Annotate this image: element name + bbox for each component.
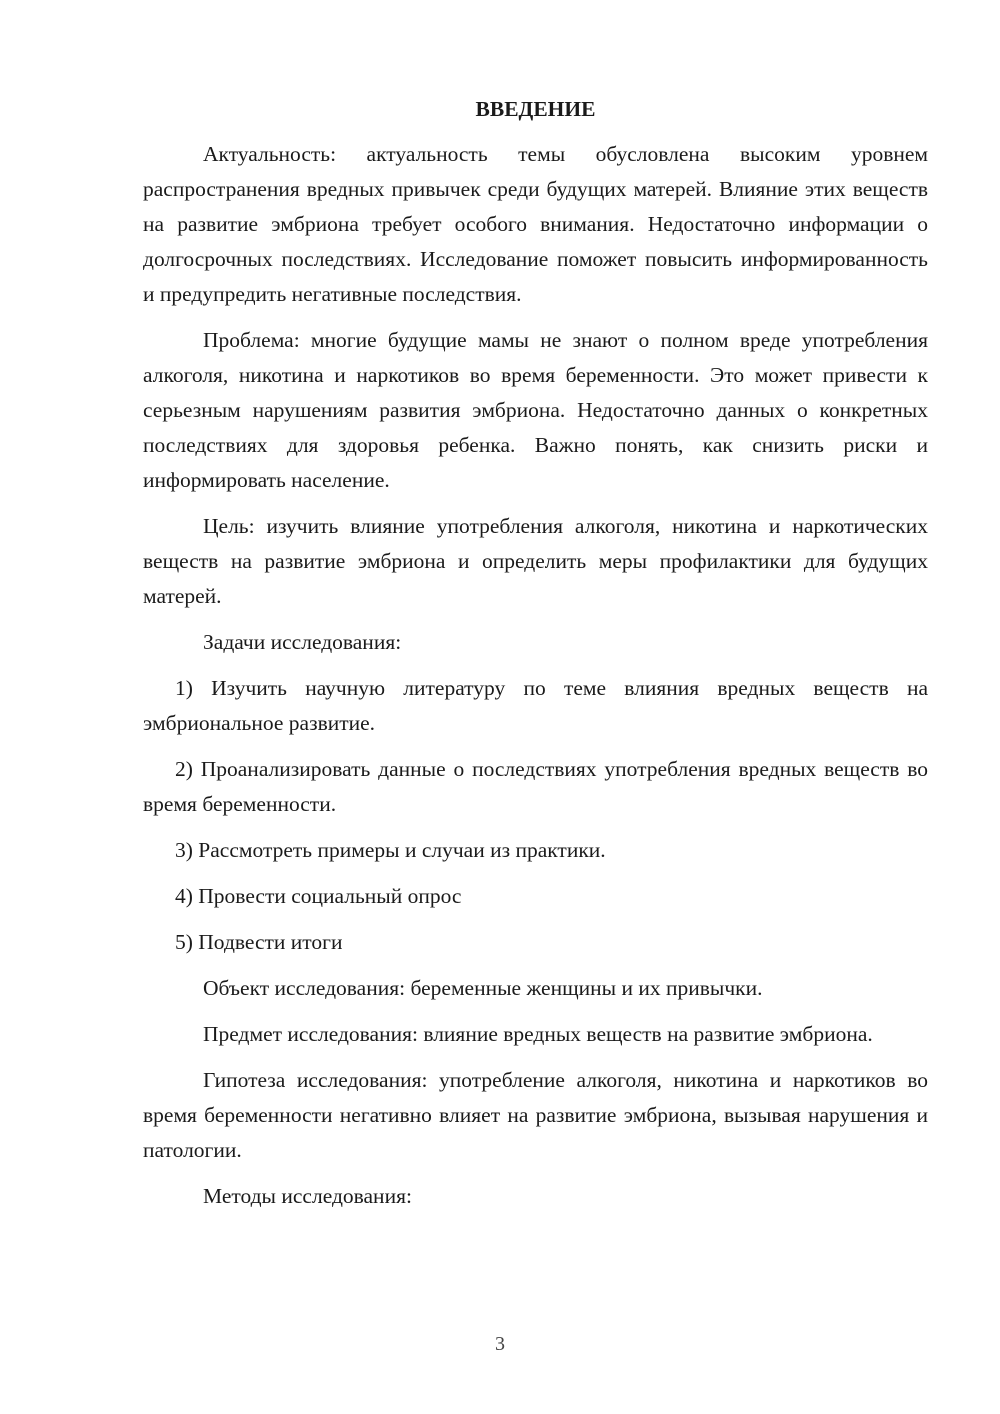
problem-paragraph: Проблема: многие будущие мамы не знают о полном вреде употребления алкоголя, никотина и наркотиков во время беременности. Это может привести к серьезным нарушениям развития эмбриона. Недостаточно данных о конкретных последствиях для здоровья ребенка. Важно понять, как снизить риски и информировать население. <box>143 328 928 492</box>
page-number: 3 <box>495 1333 505 1355</box>
section-title: ВВЕДЕНИЕ <box>475 97 596 121</box>
document-body <box>143 92 928 1225</box>
methods-heading: Методы исследования: <box>203 1184 412 1208</box>
hypothesis-paragraph: Гипотеза исследования: употребление алкоголя, никотина и наркотиков во время беременности негативно влияет на развитие эмбриона, вызывая нарушения и патологии. <box>143 1068 928 1162</box>
object-paragraph: Объект исследования: беременные женщины и их привычки. <box>203 976 763 1000</box>
task-item: 3) Рассмотреть примеры и случаи из практики. <box>175 838 606 862</box>
goal-paragraph: Цель: изучить влияние употребления алкоголя, никотина и наркотических веществ на развитие эмбриона и определить меры профилактики для будущих матерей. <box>143 514 928 608</box>
tasks-heading: Задачи исследования: <box>203 630 402 654</box>
task-item: 5) Подвести итоги <box>175 930 343 954</box>
task-item: 1) Изучить научную литературу по теме влияния вредных веществ на эмбриональное развитие. <box>143 676 928 735</box>
task-item: 4) Провести социальный опрос <box>175 884 462 908</box>
subject-paragraph: Предмет исследования: влияние вредных веществ на развитие эмбриона. <box>203 1022 873 1046</box>
relevance-paragraph: Актуальность: актуальность темы обусловлена высоким уровнем распространения вредных привычек среди будущих матерей. Влияние этих веществ на развитие эмбриона требует особого внимания. Недостаточно информации о долгосрочных последствиях. Исследование поможет повысить информированность и предупредить негативные последствия. <box>143 142 928 306</box>
task-item: 2) Проанализировать данные о последствиях употребления вредных веществ во время беременности. <box>143 757 928 816</box>
